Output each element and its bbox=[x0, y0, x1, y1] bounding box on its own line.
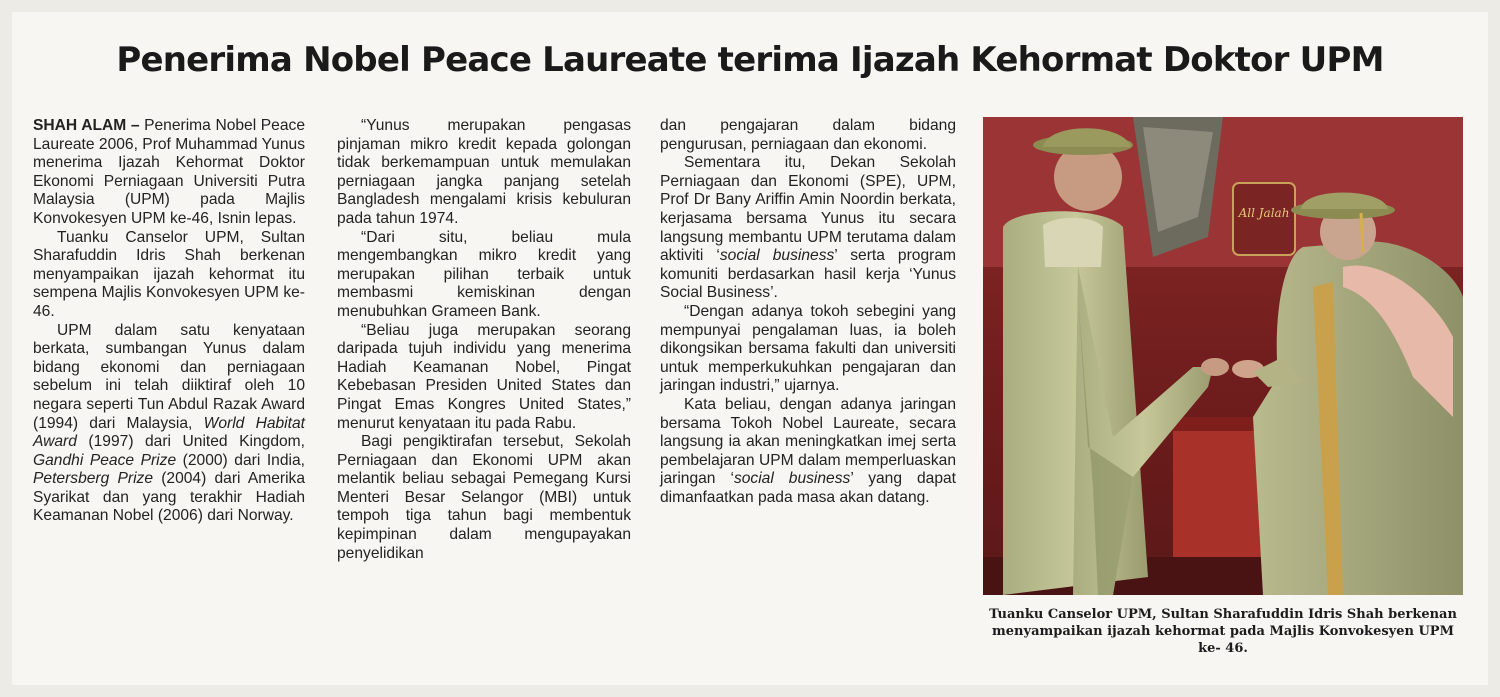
paragraph bbox=[33, 117, 305, 229]
paragraph-text: Kata beliau, dengan adanya jaringan bersama Tokoh Nobel Laureate, secara langsung ia akan meningkatkan imej serta pembelajaran UPM dalam memperluaskan jaringan ‘ bbox=[660, 395, 956, 488]
headline: Penerima Nobel Peace Laureate terima Ijazah Kehormat Doktor UPM bbox=[116, 40, 1384, 80]
ceremony-photo bbox=[983, 117, 1463, 595]
ceremony-illustration bbox=[983, 117, 1463, 595]
article-column-2 bbox=[337, 117, 631, 563]
paragraph-text: ’ yang dapat dimanfaatkan pada masa akan datang. bbox=[660, 470, 957, 506]
paragraph-text: (2004) dari Amerika Syarikat dan yang terakhir Hadiah Keamanan Nobel (2006) dari Norway. bbox=[33, 470, 306, 525]
paragraph-text: (2000) dari India, bbox=[176, 451, 305, 469]
paragraph: Tuanku Canselor UPM, Sultan Sharafuddin Idris Shah berkenan menyampaikan ijazah kehormat itu sempena Majlis Konvokesyen UPM ke- 46. bbox=[33, 228, 305, 320]
article-column-3 bbox=[660, 117, 956, 507]
article-column-1 bbox=[33, 117, 305, 526]
photo-caption: Tuanku Canselor UPM, Sultan Sharafuddin Idris Shah berkenan menyampaikan ijazah kehormat pada Majlis Konvokesyen UPM ke- 46. bbox=[989, 607, 1457, 656]
paragraph: dan pengajaran dalam bidang pengurusan, perniagaan dan ekonomi. bbox=[660, 117, 956, 153]
dateline: SHAH ALAM – bbox=[33, 117, 140, 134]
italic-term: social business bbox=[719, 247, 835, 265]
italic-term: social business bbox=[733, 470, 851, 488]
paragraph: “Yunus merupakan pengasas pinjaman mikro kredit kepada golongan tidak berkemampuan untuk memulakan perniagaan jangka panjang setelah Bangladesh mengalami krisis kebuluran pada tahun 1974. bbox=[337, 117, 631, 227]
paragraph-text: ’ serta program komuniti berdasarkan hasil kerja ‘Yunus Social Business’. bbox=[660, 247, 956, 302]
paragraph: Bagi pengiktirafan tersebut, Sekolah Perniagaan dan Ekonomi UPM akan melantik beliau sebagai Pemegang Kursi Menteri Besar Selangor (MBI) untuk tempoh tiga tahun bagi membentuk kepimpinan dalam mengupayakan penyelidikan bbox=[337, 433, 631, 562]
paragraph bbox=[660, 396, 956, 508]
paragraph-text: UPM dalam satu kenyataan berkata, sumbangan Yunus dalam bidang ekonomi dan perniagaan sebelum ini telah diiktiraf oleh 10 negara seperti Tun Abdul Razak Award (1994) dari Malaysia, bbox=[33, 321, 305, 432]
award-name: Petersberg Prize bbox=[33, 470, 154, 488]
banner-text: All Jalah bbox=[1238, 206, 1290, 220]
paragraph-text: Sementara itu, Dekan Sekolah Perniagaan dan Ekonomi (SPE), UPM, Prof Dr Bany Ariffin Amin Noordin berkata, kerjasama bersama Yunus itu secara langsung membantu UPM terutama dalam aktiviti ‘ bbox=[660, 154, 956, 265]
paragraph bbox=[33, 322, 305, 527]
paragraph: “Dengan adanya tokoh sebegini yang mempunyai pengalaman luas, ia boleh dikongsikan bersama fakulti dan universiti untuk memperkukuhkan pengajaran dan jaringan industri,” ujarnya. bbox=[660, 302, 956, 395]
paragraph: “Dari situ, beliau mula mengembangkan mikro kredit yang merupakan pilihan terbaik untuk membasmi kemiskinan dengan menubuhkan Grameen Bank. bbox=[337, 228, 631, 320]
paragraph: “Beliau juga merupakan seorang daripada tujuh individu yang menerima Hadiah Keamanan Nobel, Pingat Kebebasan Presiden United States dan Pingat Emas Kongres United States,” menurut kenyataan itu pada Rabu. bbox=[337, 321, 631, 432]
paragraph-text: Penerima Nobel Peace Laureate 2006, Prof Muhammad Yunus menerima Ijazah Kehormat Doktor Ekonomi Perniagaan Universiti Putra Malaysia (UPM) pada Majlis Konvokesyen UPM ke-46, Isnin lepas. bbox=[33, 117, 305, 227]
award-name: Gandhi Peace Prize bbox=[33, 451, 177, 469]
paragraph-text: (1997) dari United Kingdom, bbox=[76, 433, 305, 451]
award-name: World Habitat Award bbox=[33, 414, 305, 451]
paragraph bbox=[660, 154, 956, 303]
